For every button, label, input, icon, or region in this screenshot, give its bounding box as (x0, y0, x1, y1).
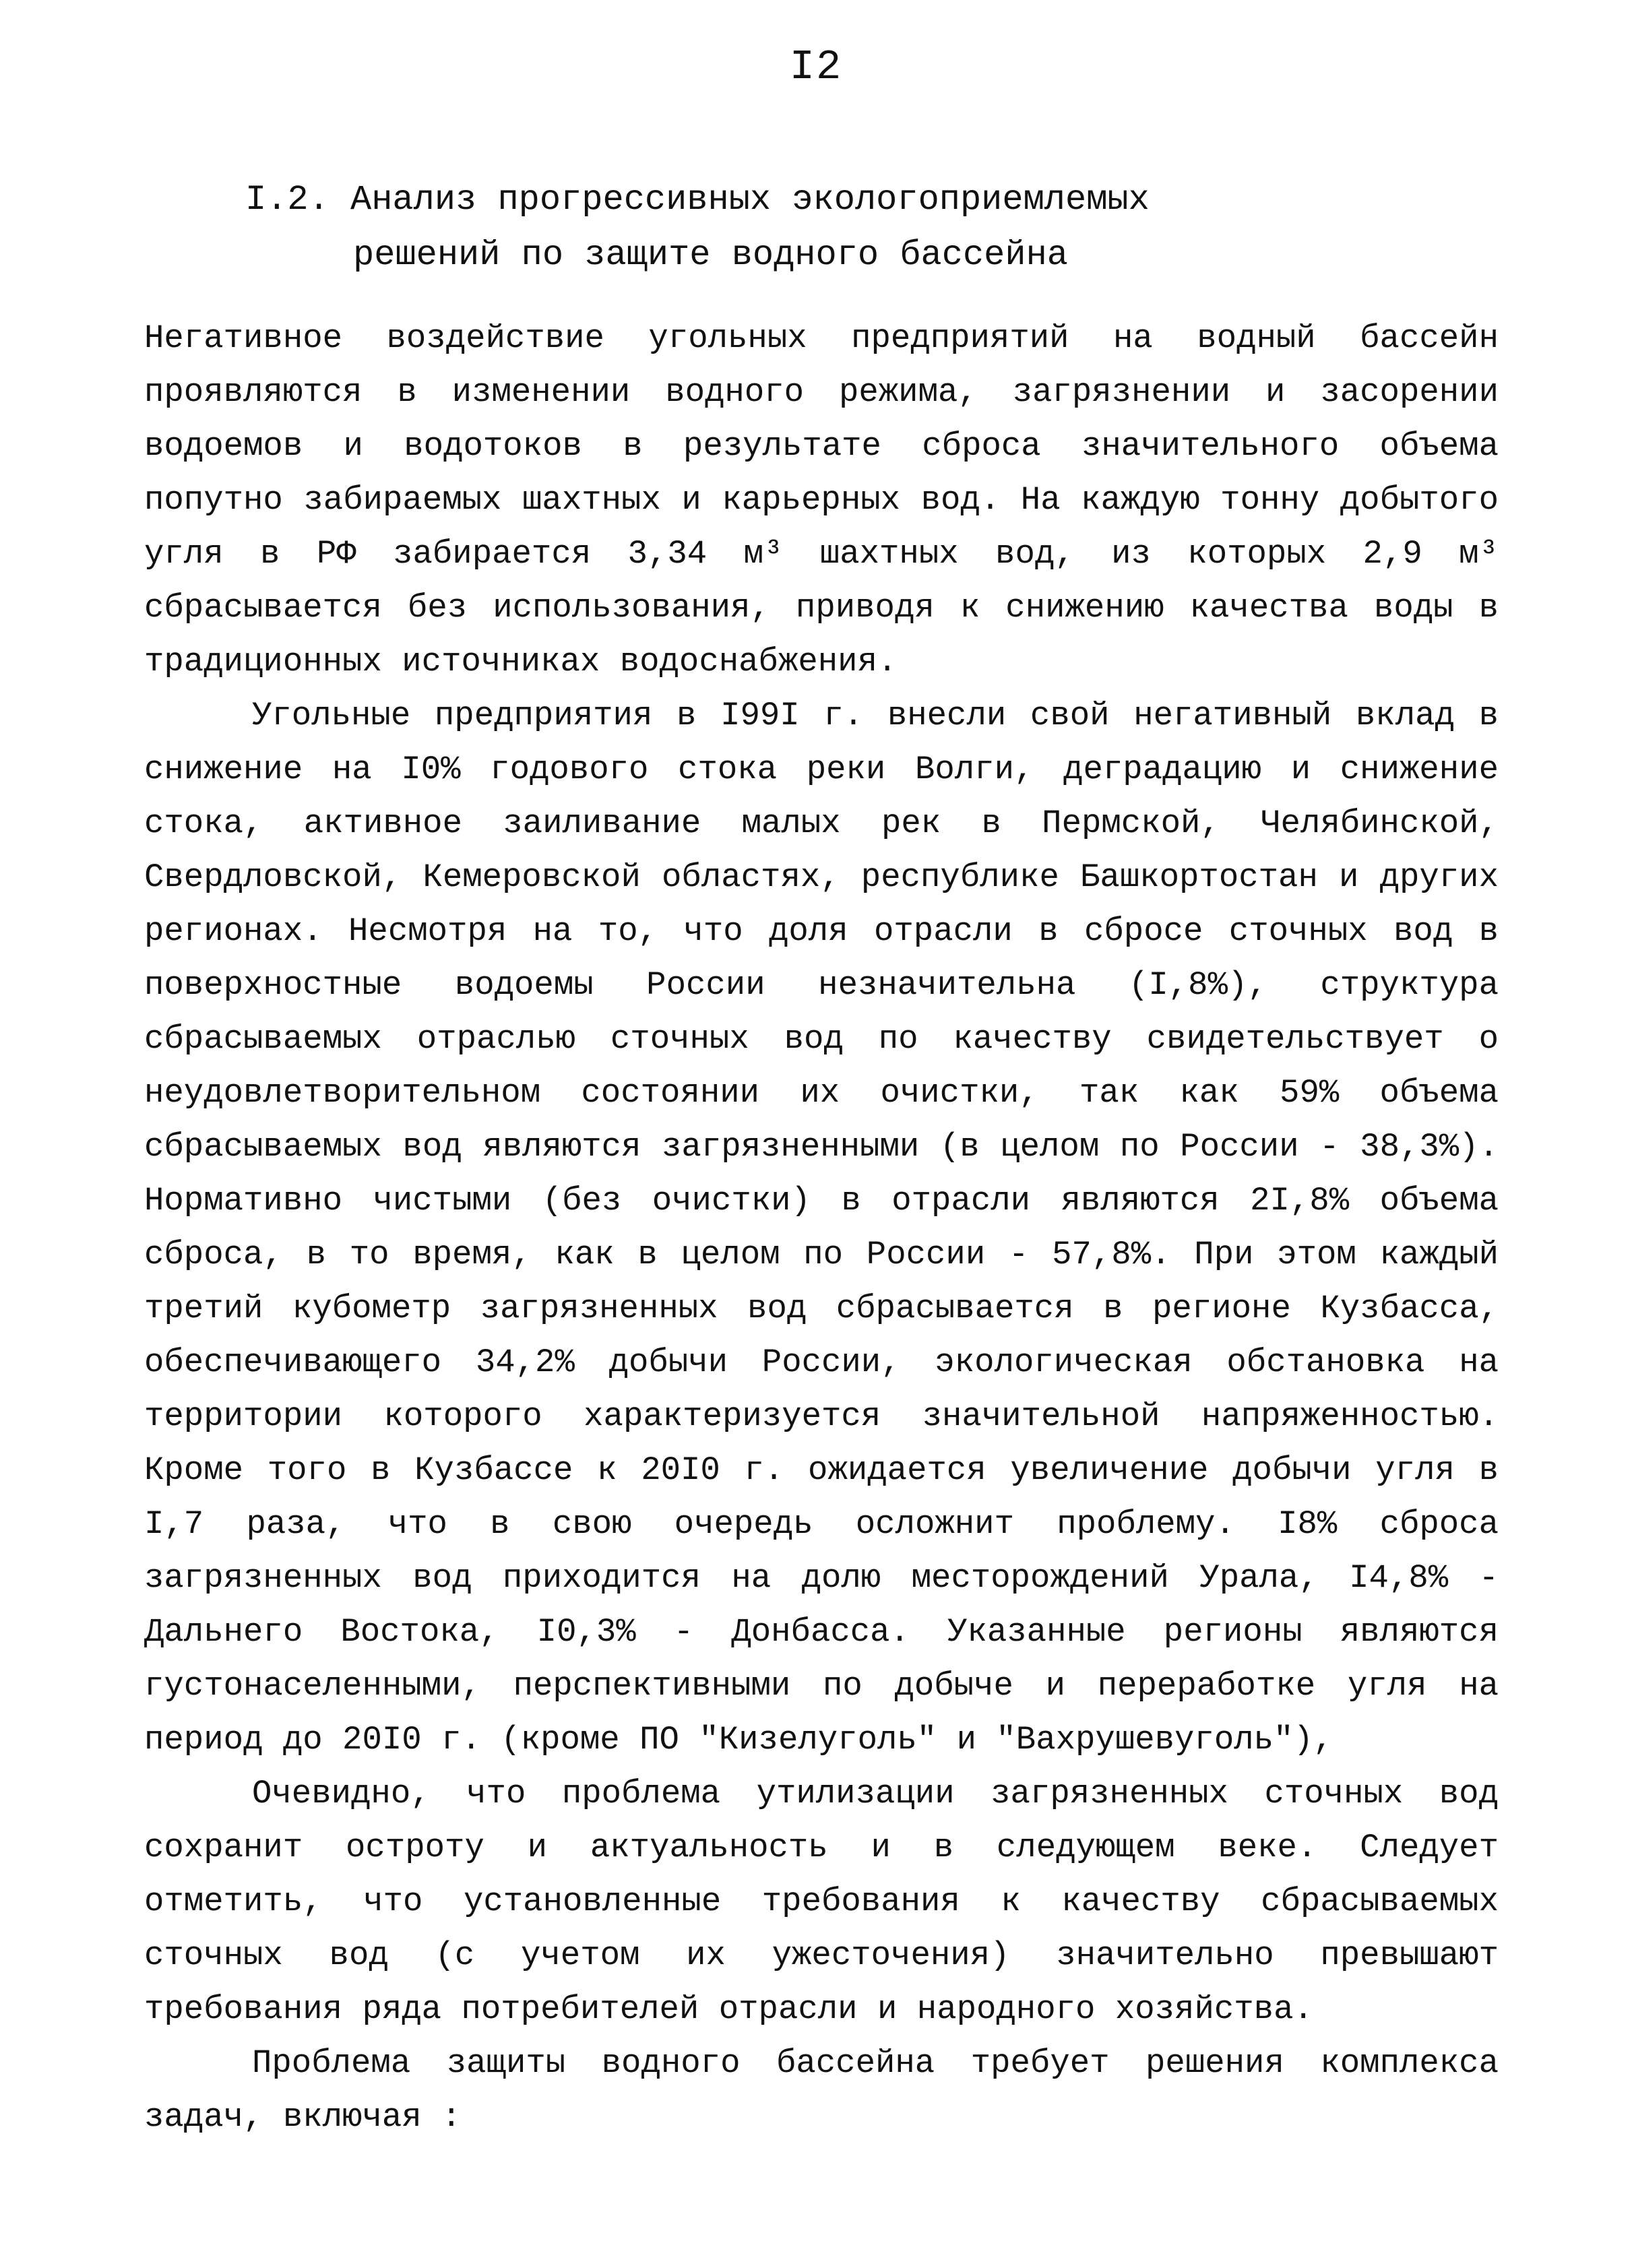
section-heading (245, 172, 1150, 283)
page-number: I2 (789, 43, 843, 91)
section-heading-line-1: I.2. Анализ прогрессивных экологоприемлемых (245, 180, 1150, 220)
section-heading-line-2: решений по защите водного бассейна (353, 235, 1068, 275)
paragraph-4: Проблема защиты водного бассейна требует решения комплекса задач, включая : (144, 2044, 1499, 2136)
body-text (144, 311, 1499, 2144)
paragraph-1: Негативное воздействие угольных предприятий на водный бассейн проявляются в изменении водного режима, загрязнении и засорении водоемов и водотоков в результате сброса значительного объема попутно забираемых шахтных и карьерных вод. На каждую тонну добытого угля в РФ забирается 3,34 м³ шахтных вод, из которых 2,9 м³ сбрасывается без использования, приводя к снижению качества воды в традиционных источниках водоснабжения. (144, 319, 1499, 681)
paragraph-3: Очевидно, что проблема утилизации загрязненных сточных вод сохранит остроту и актуальность и в следующем веке. Следует отметить, что установленные требования к качеству сбрасываемых сточных вод (с учетом их ужесточения) значительно превышают требования ряда потребителей отрасли и народного хозяйства. (144, 1775, 1499, 2028)
paragraph-2: Угольные предприятия в I99I г. внесли свой негативный вклад в снижение на I0% годового стока реки Волги, деградацию и снижение стока, активное заиливание малых рек в Пермской, Челябинской, Свердловской, Кемеровской областях, республике Башкортостан и других регионах. Несмотря на то, что доля отрасли в сбросе сточных вод в поверхностные водоемы России незначительна (I,8%), структура сбрасываемых отраслью сточных вод по качеству свидетельствует о неудовлетворительном состоянии их очистки, так как 59% объема сбрасываемых вод являются загрязненными (в целом по России - 38,3%). Нормативно чистыми (без очистки) в отрасли являются 2I,8% объема сброса, в то время, как в целом по России - 57,8%. При этом каждый третий кубометр загрязненных вод сбрасывается в регионе Кузбасса, обеспечивающего 34,2% добычи России, экологическая обстановка на территории которого характеризуется значительной напряженностью. Кроме того в Кузбассе к 20I0 г. ожидается увеличение добычи угля в I,7 раза, что в свою очередь осложнит проблему. I8% сброса загрязненных вод приходится на долю месторождений Урала, I4,8% - Дальнего Востока, I0,3% - Донбасса. Указанные регионы являются густонаселенными, перспективными по добыче и переработке угля на период до 20I0 г. (кроме ПО "Кизелуголь" и "Вахрушевуголь"), (144, 697, 1499, 1759)
